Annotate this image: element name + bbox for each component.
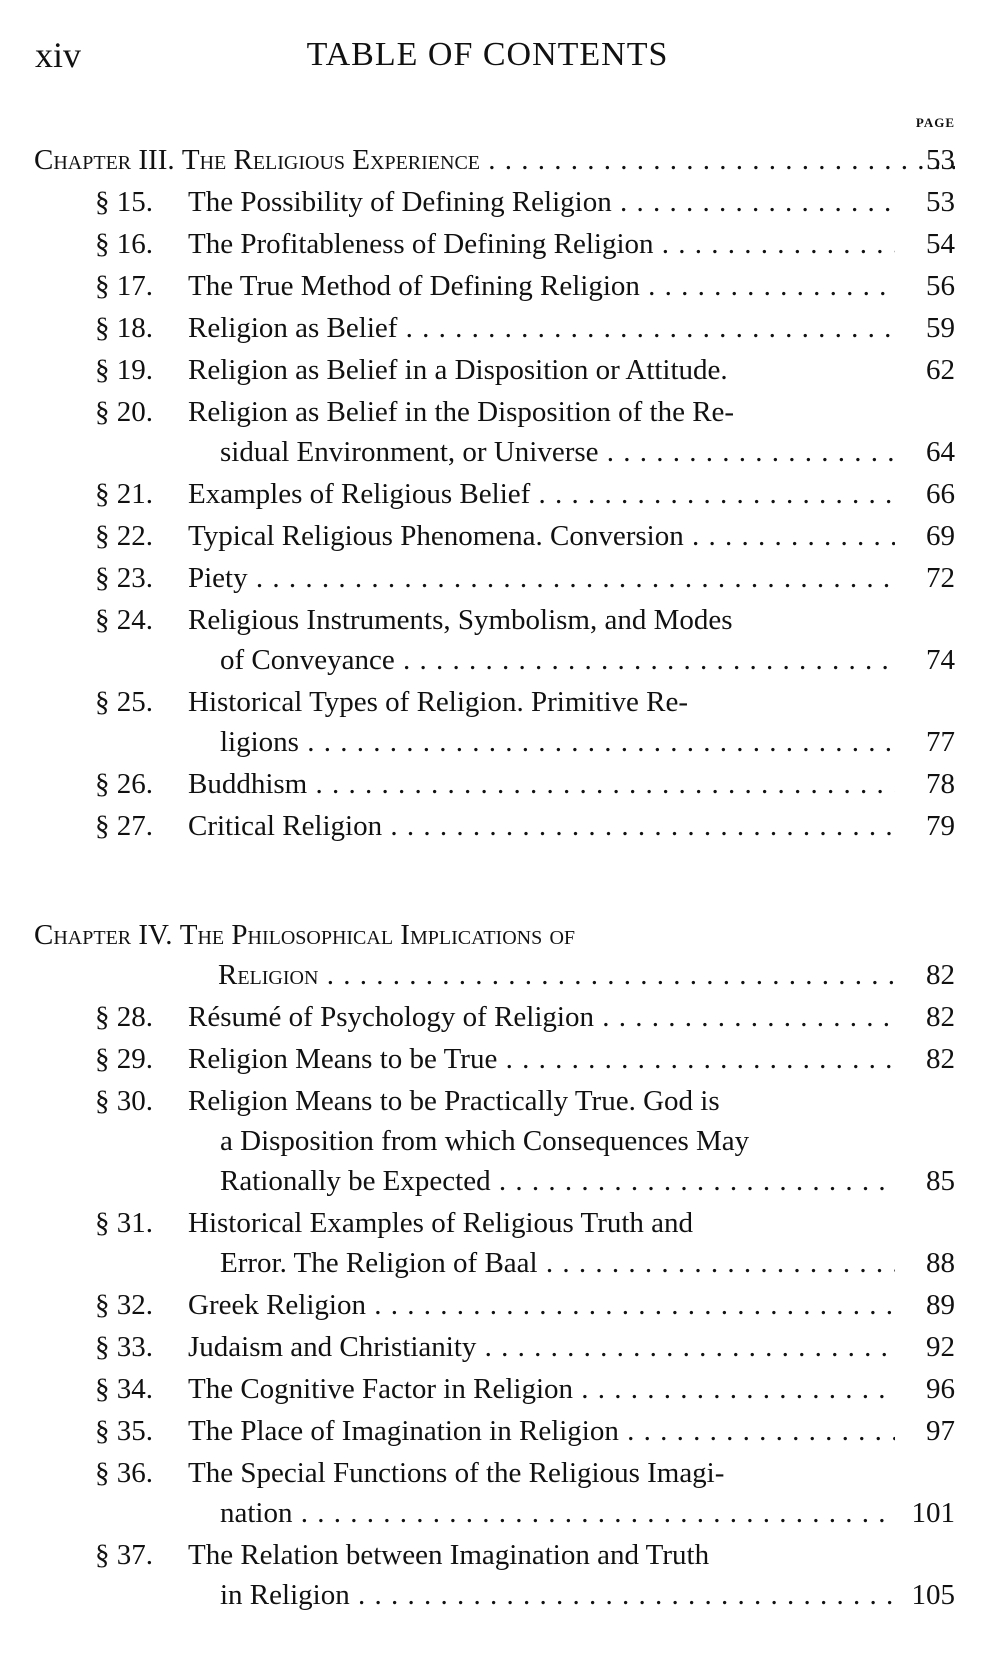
section-number: § 23. — [95, 562, 153, 594]
toc-entry-31[interactable] — [0, 1203, 955, 1283]
section-page: 59 — [926, 312, 955, 344]
toc-entry-32[interactable] — [0, 1285, 955, 1325]
section-number: § 28. — [95, 1001, 153, 1033]
page-number: xiv — [35, 35, 82, 75]
toc-entry-30[interactable] — [0, 1081, 955, 1201]
toc-entry-33[interactable] — [0, 1327, 955, 1367]
section-title-line-1: Religion Means to be Practically True. God is — [188, 1085, 720, 1117]
section-number: § 27. — [95, 810, 153, 842]
page-column-label: PAGE — [915, 115, 955, 130]
section-title: Religion as Belief — [188, 312, 398, 344]
section-page: 82 — [926, 1043, 955, 1075]
chapter-title-line-2: Religion — [218, 959, 319, 991]
section-title-line-2: of Conveyance — [220, 644, 395, 676]
section-number: § 15. — [95, 186, 153, 218]
toc-entry-29[interactable] — [0, 1039, 955, 1079]
section-page: 89 — [926, 1289, 955, 1321]
section-title: Greek Religion — [188, 1289, 366, 1321]
section-number: § 16. — [95, 228, 153, 260]
toc-entry-20[interactable] — [0, 392, 955, 472]
section-title: Critical Religion — [188, 810, 383, 842]
section-page: 79 — [926, 810, 955, 842]
toc-entry-17[interactable] — [0, 266, 955, 306]
section-title: Résumé of Psychology of Religion — [188, 1001, 594, 1033]
page-title: TABLE OF CONTENTS — [306, 36, 669, 73]
section-number: § 32. — [95, 1289, 153, 1321]
toc-entry-25[interactable] — [0, 682, 955, 762]
toc-entry-27[interactable] — [0, 806, 955, 846]
chapter-prefix: Chapter IV. — [34, 919, 173, 951]
section-page: 85 — [926, 1165, 955, 1197]
section-number: § 35. — [95, 1415, 153, 1447]
section-number: § 24. — [95, 604, 153, 636]
section-page: 56 — [926, 270, 955, 302]
chapter-page: 82 — [926, 959, 955, 991]
toc-entry-35[interactable] — [0, 1411, 955, 1451]
section-title-line-1: The Relation between Imagination and Truth — [188, 1539, 710, 1571]
section-page: 69 — [926, 520, 955, 552]
chapter-title: The Religious Experience — [181, 144, 480, 176]
chapter-4 — [0, 915, 955, 1615]
section-page: 54 — [926, 228, 955, 260]
section-title: Religion as Belief in a Disposition or Attitude. — [188, 354, 728, 386]
section-title-line-2: in Religion — [220, 1579, 350, 1611]
section-title-line-1: The Special Functions of the Religious Imagi- — [188, 1457, 725, 1489]
toc-entry-22[interactable] — [0, 516, 955, 556]
section-title: The Place of Imagination in Religion — [188, 1415, 619, 1447]
toc-entry-24[interactable] — [0, 600, 955, 680]
section-title: Judaism and Christianity — [188, 1331, 477, 1363]
section-number: § 31. — [95, 1207, 153, 1239]
section-page: 64 — [926, 436, 955, 468]
toc-entry-18[interactable] — [0, 308, 955, 348]
section-title-line-2: sidual Environment, or Universe — [220, 436, 599, 468]
section-title-line-1: Religion as Belief in the Disposition of the Re- — [188, 396, 735, 428]
section-number: § 34. — [95, 1373, 153, 1405]
section-number: § 22. — [95, 520, 153, 552]
section-title: Buddhism — [188, 768, 308, 800]
section-page: 72 — [926, 562, 955, 594]
chapter-heading[interactable] — [34, 915, 955, 995]
toc-entry-21[interactable] — [0, 474, 955, 514]
section-title-line-2: a Disposition from which Consequences May — [220, 1125, 750, 1157]
section-page: 78 — [926, 768, 955, 800]
page-header — [35, 28, 940, 88]
toc-entry-23[interactable] — [0, 558, 955, 598]
section-title: The True Method of Defining Religion — [188, 270, 640, 302]
toc-entry-16[interactable] — [0, 224, 955, 264]
section-number: § 17. — [95, 270, 153, 302]
section-page: 53 — [926, 186, 955, 218]
chapter-heading[interactable] — [34, 140, 955, 180]
section-title: Piety — [188, 562, 248, 594]
section-number: § 37. — [95, 1539, 153, 1571]
section-page: 62 — [926, 354, 955, 386]
section-title: Examples of Religious Belief — [188, 478, 531, 510]
toc-entry-15[interactable] — [0, 182, 955, 222]
section-page: 92 — [926, 1331, 955, 1363]
section-title: Typical Religious Phenomena. Conversion — [188, 520, 684, 552]
section-number: § 19. — [95, 354, 153, 386]
section-page: 74 — [926, 644, 955, 676]
section-page: 97 — [926, 1415, 955, 1447]
section-number: § 20. — [95, 396, 153, 428]
section-title: The Possibility of Defining Religion — [188, 186, 612, 218]
section-page: 82 — [926, 1001, 955, 1033]
chapter-page: 53 — [926, 144, 955, 176]
toc-entry-19[interactable] — [0, 350, 955, 390]
chapter-3 — [0, 140, 955, 846]
section-page: 96 — [926, 1373, 955, 1405]
section-title-line-3: Rationally be Expected — [220, 1165, 491, 1197]
section-title-line-1: Historical Types of Religion. Primitive Re- — [188, 686, 689, 718]
section-title: The Cognitive Factor in Religion — [188, 1373, 574, 1405]
chapter-title-line-1: The Philosophical Implications of — [179, 919, 576, 951]
section-page: 88 — [926, 1247, 955, 1279]
section-title-line-2: Error. The Religion of Baal — [220, 1247, 538, 1279]
toc-entry-28[interactable] — [0, 997, 955, 1037]
toc-entry-26[interactable] — [0, 764, 955, 804]
section-page: 105 — [911, 1579, 955, 1611]
section-number: § 18. — [95, 312, 153, 344]
section-number: § 29. — [95, 1043, 153, 1075]
section-title: Religion Means to be True — [188, 1043, 498, 1075]
section-number: § 30. — [95, 1085, 153, 1117]
toc-entry-36[interactable] — [0, 1453, 955, 1533]
section-page: 101 — [911, 1497, 955, 1529]
section-number: § 36. — [95, 1457, 153, 1489]
section-title-line-1: Religious Instruments, Symbolism, and Modes — [188, 604, 733, 636]
chapter-prefix: Chapter III. — [34, 144, 175, 176]
section-page: 77 — [926, 726, 955, 758]
section-number: § 26. — [95, 768, 153, 800]
section-title-line-2: ligions — [220, 726, 299, 758]
section-page: 66 — [926, 478, 955, 510]
section-title: The Profitableness of Defining Religion — [188, 228, 654, 260]
section-title-line-1: Historical Examples of Religious Truth and — [188, 1207, 694, 1239]
section-number: § 33. — [95, 1331, 153, 1363]
section-number: § 21. — [95, 478, 153, 510]
section-title-line-2: nation — [220, 1497, 293, 1529]
toc-entry-37[interactable] — [0, 1535, 955, 1615]
section-number: § 25. — [95, 686, 153, 718]
toc-entry-34[interactable] — [0, 1369, 955, 1409]
